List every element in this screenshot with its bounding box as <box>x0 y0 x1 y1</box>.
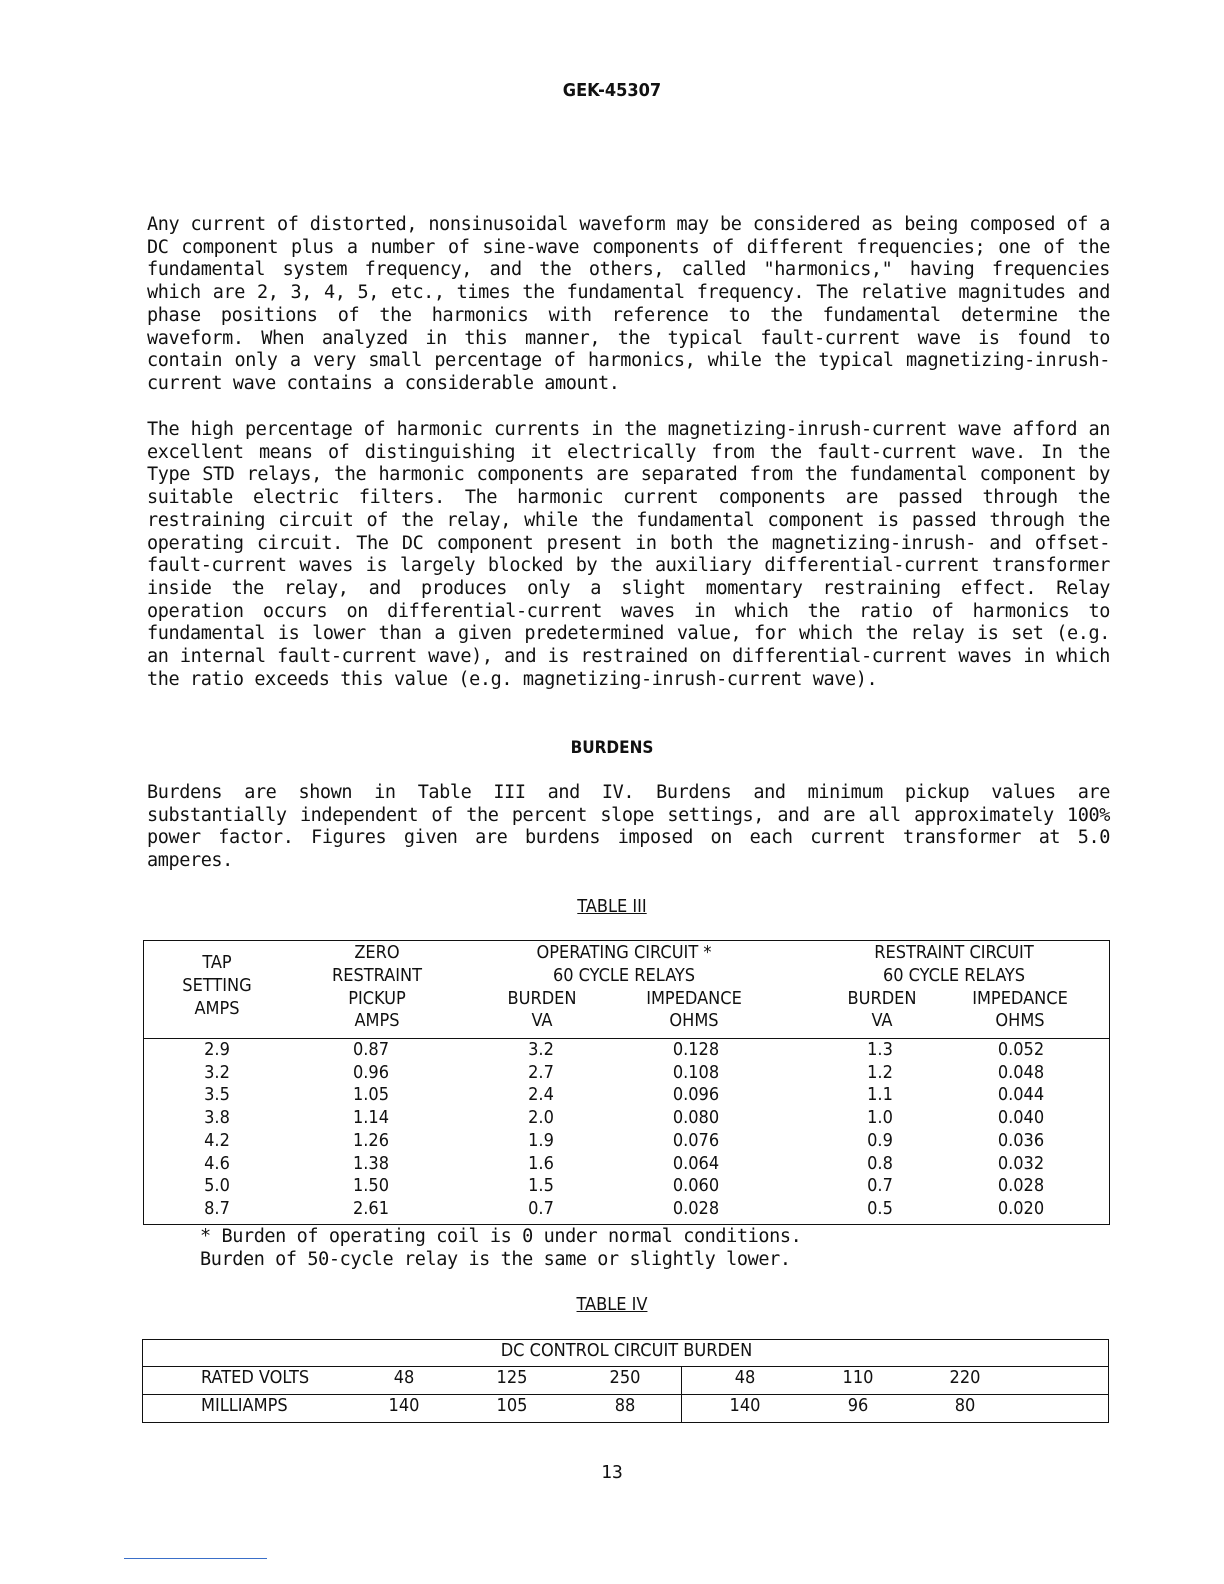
page-number: 13 <box>601 1462 623 1483</box>
restraint-circuit-header: RESTRAINT CIRCUIT <box>874 942 1034 963</box>
operating-impedance-unit: OHMS <box>669 1010 719 1031</box>
cell-rs-impedance-row-3: 0.044 <box>997 1084 1045 1106</box>
cell-zero-pickup-row-2: 0.96 <box>352 1061 390 1083</box>
operating-impedance-header: IMPEDANCE <box>646 988 742 1009</box>
cell-op-burden-row-7: 1.5 <box>528 1175 554 1197</box>
table-iii-title: TABLE III <box>577 896 647 917</box>
cell-tap-row-7: 5.0 <box>204 1175 230 1197</box>
cell-op-impedance-row-5: 0.076 <box>672 1129 720 1151</box>
cell-zero-pickup-row-1: 0.87 <box>352 1039 390 1060</box>
rated-volts-value-6: 220 <box>949 1367 981 1388</box>
table-iii <box>143 940 1110 1225</box>
cell-op-burden-row-8: 0.7 <box>528 1197 554 1219</box>
rated-volts-value-2: 125 <box>496 1367 528 1388</box>
milliamps-value-3: 88 <box>614 1395 636 1416</box>
cell-rs-impedance-row-6: 0.032 <box>997 1152 1045 1174</box>
cell-op-impedance-row-4: 0.080 <box>672 1107 720 1129</box>
table-iii-header-rule <box>144 1038 1109 1039</box>
cell-tap-row-5: 4.2 <box>204 1129 230 1151</box>
cell-rs-burden-row-4: 1.0 <box>867 1107 893 1129</box>
footnote-rule <box>124 1558 267 1559</box>
cell-rs-burden-row-2: 1.2 <box>867 1061 893 1083</box>
cell-rs-impedance-row-4: 0.040 <box>997 1107 1045 1129</box>
operating-cycle-header: 60 CYCLE RELAYS <box>552 965 696 986</box>
harmonic-restraint-paragraph: The high percentage of harmonic currents in the magnetizing-inrush-current wave afford an excellent means of distinguishing it electrically from the fault-current wave. In the Type STD relays, the harmonic components are separated from the fundamental component by suitable electric filters. The harmonic current components are passed through the restraining circuit of the relay, while the fundamental component is passed through the operating circuit. The DC component present in both the magnetizing-inrush- and offset-fault-current waves is largely blocked by the auxiliary differential-current transformer inside the relay, and produces only a slight momentary restraining effect. Relay operation occurs on differential-current waves in which the ratio of harmonics to fundamental is lower than a given predetermined value, for which the relay is set (e.g. an internal fault-current wave), and is restrained on differential-current waves in which the ratio exceeds this value (e.g. magnetizing-inrush-current wave). <box>147 419 1110 690</box>
table-iii-note-1: * Burden of operating coil is 0 under normal conditions. <box>200 1226 802 1247</box>
zero-header-line1: ZERO <box>354 942 400 963</box>
cell-zero-pickup-row-4: 1.14 <box>352 1107 390 1129</box>
cell-op-impedance-row-2: 0.108 <box>672 1061 720 1083</box>
cell-zero-pickup-row-7: 1.50 <box>352 1175 390 1197</box>
table-iii-note-2: Burden of 50-cycle relay is the same or slightly lower. <box>200 1249 791 1270</box>
zero-header-line3: PICKUP <box>348 988 406 1009</box>
milliamps-label: MILLIAMPS <box>201 1395 288 1416</box>
milliamps-value-2: 105 <box>496 1395 528 1416</box>
cell-tap-row-8: 8.7 <box>204 1197 230 1219</box>
burdens-heading: BURDENS <box>570 738 654 758</box>
rated-volts-label: RATED VOLTS <box>201 1367 310 1388</box>
zero-header-line2: RESTRAINT <box>331 965 423 986</box>
operating-burden-unit: VA <box>531 1010 553 1031</box>
cell-rs-impedance-row-8: 0.020 <box>997 1197 1045 1219</box>
operating-circuit-header: OPERATING CIRCUIT * <box>536 942 712 963</box>
restraint-impedance-unit: OHMS <box>995 1010 1045 1031</box>
cell-op-impedance-row-6: 0.064 <box>672 1152 720 1174</box>
cell-tap-row-3: 3.5 <box>204 1084 230 1106</box>
cell-op-impedance-row-7: 0.060 <box>672 1175 720 1197</box>
cell-tap-row-2: 3.2 <box>204 1061 230 1083</box>
cell-op-burden-row-2: 2.7 <box>528 1061 554 1083</box>
burdens-paragraph: Burdens are shown in Table III and IV. Burdens and minimum pickup values are substantially independent of the percent slope settings, and are all approximately 100% power factor. Figures given are burdens imposed on each current transformer at 5.0 amperes. <box>147 782 1110 872</box>
tap-header-line3: AMPS <box>194 998 240 1019</box>
tap-header-line2: SETTING <box>182 975 252 996</box>
rated-volts-value-5: 110 <box>842 1367 874 1388</box>
cell-rs-impedance-row-7: 0.028 <box>997 1175 1045 1197</box>
cell-rs-burden-row-1: 1.3 <box>867 1039 893 1060</box>
rated-volts-value-4: 48 <box>734 1367 756 1388</box>
table-iv-title: TABLE IV <box>576 1294 648 1315</box>
cell-zero-pickup-row-3: 1.05 <box>352 1084 390 1106</box>
cell-rs-impedance-row-5: 0.036 <box>997 1129 1045 1151</box>
cell-op-impedance-row-1: 0.128 <box>672 1039 720 1060</box>
cell-rs-burden-row-8: 0.5 <box>867 1197 893 1219</box>
cell-zero-pickup-row-8: 2.61 <box>352 1197 390 1219</box>
table-iv-divider <box>681 1366 682 1422</box>
cell-rs-impedance-row-2: 0.048 <box>997 1061 1045 1083</box>
milliamps-value-4: 140 <box>729 1395 761 1416</box>
cell-zero-pickup-row-5: 1.26 <box>352 1129 390 1151</box>
cell-op-burden-row-5: 1.9 <box>528 1129 554 1151</box>
cell-rs-burden-row-3: 1.1 <box>867 1084 893 1106</box>
cell-op-burden-row-1: 3.2 <box>528 1039 554 1060</box>
cell-op-burden-row-4: 2.0 <box>528 1107 554 1129</box>
cell-rs-burden-row-7: 0.7 <box>867 1175 893 1197</box>
document-id: GEK-45307 <box>562 80 662 101</box>
operating-burden-header: BURDEN <box>507 988 577 1009</box>
restraint-burden-unit: VA <box>871 1010 893 1031</box>
restraint-cycle-header: 60 CYCLE RELAYS <box>882 965 1026 986</box>
cell-zero-pickup-row-6: 1.38 <box>352 1152 390 1174</box>
cell-tap-row-1: 2.9 <box>204 1039 230 1060</box>
cell-tap-row-4: 3.8 <box>204 1107 230 1129</box>
cell-op-burden-row-6: 1.6 <box>528 1152 554 1174</box>
restraint-burden-header: BURDEN <box>847 988 917 1009</box>
rated-volts-value-1: 48 <box>393 1367 415 1388</box>
cell-rs-impedance-row-1: 0.052 <box>997 1039 1045 1060</box>
cell-op-impedance-row-3: 0.096 <box>672 1084 720 1106</box>
cell-tap-row-6: 4.6 <box>204 1152 230 1174</box>
tap-header-line1: TAP <box>202 952 232 973</box>
cell-rs-burden-row-6: 0.8 <box>867 1152 893 1174</box>
zero-header-line4: AMPS <box>354 1010 400 1031</box>
intro-paragraph: Any current of distorted, nonsinusoidal waveform may be considered as being composed of a DC component plus a number of sine-wave components of different frequencies; one of the fundamental system frequency, and the others, called "harmonics," having frequencies which are 2, 3, 4, 5, etc., times the fundamental frequency. The relative magnitudes and phase positions of the harmonics with reference to the fundamental determine the waveform. When analyzed in this manner, the typical fault-current wave is found to contain only a very small percentage of harmonics, while the typical magnetizing-inrush-current wave contains a considerable amount. <box>147 214 1110 394</box>
dc-control-caption: DC CONTROL CIRCUIT BURDEN <box>500 1340 753 1361</box>
cell-rs-burden-row-5: 0.9 <box>867 1129 893 1151</box>
cell-op-impedance-row-8: 0.028 <box>672 1197 720 1219</box>
milliamps-value-6: 80 <box>954 1395 976 1416</box>
table-iv <box>142 1339 1109 1423</box>
cell-op-burden-row-3: 2.4 <box>528 1084 554 1106</box>
milliamps-value-1: 140 <box>388 1395 420 1416</box>
rated-volts-value-3: 250 <box>609 1367 641 1388</box>
restraint-impedance-header: IMPEDANCE <box>972 988 1068 1009</box>
milliamps-value-5: 96 <box>847 1395 869 1416</box>
